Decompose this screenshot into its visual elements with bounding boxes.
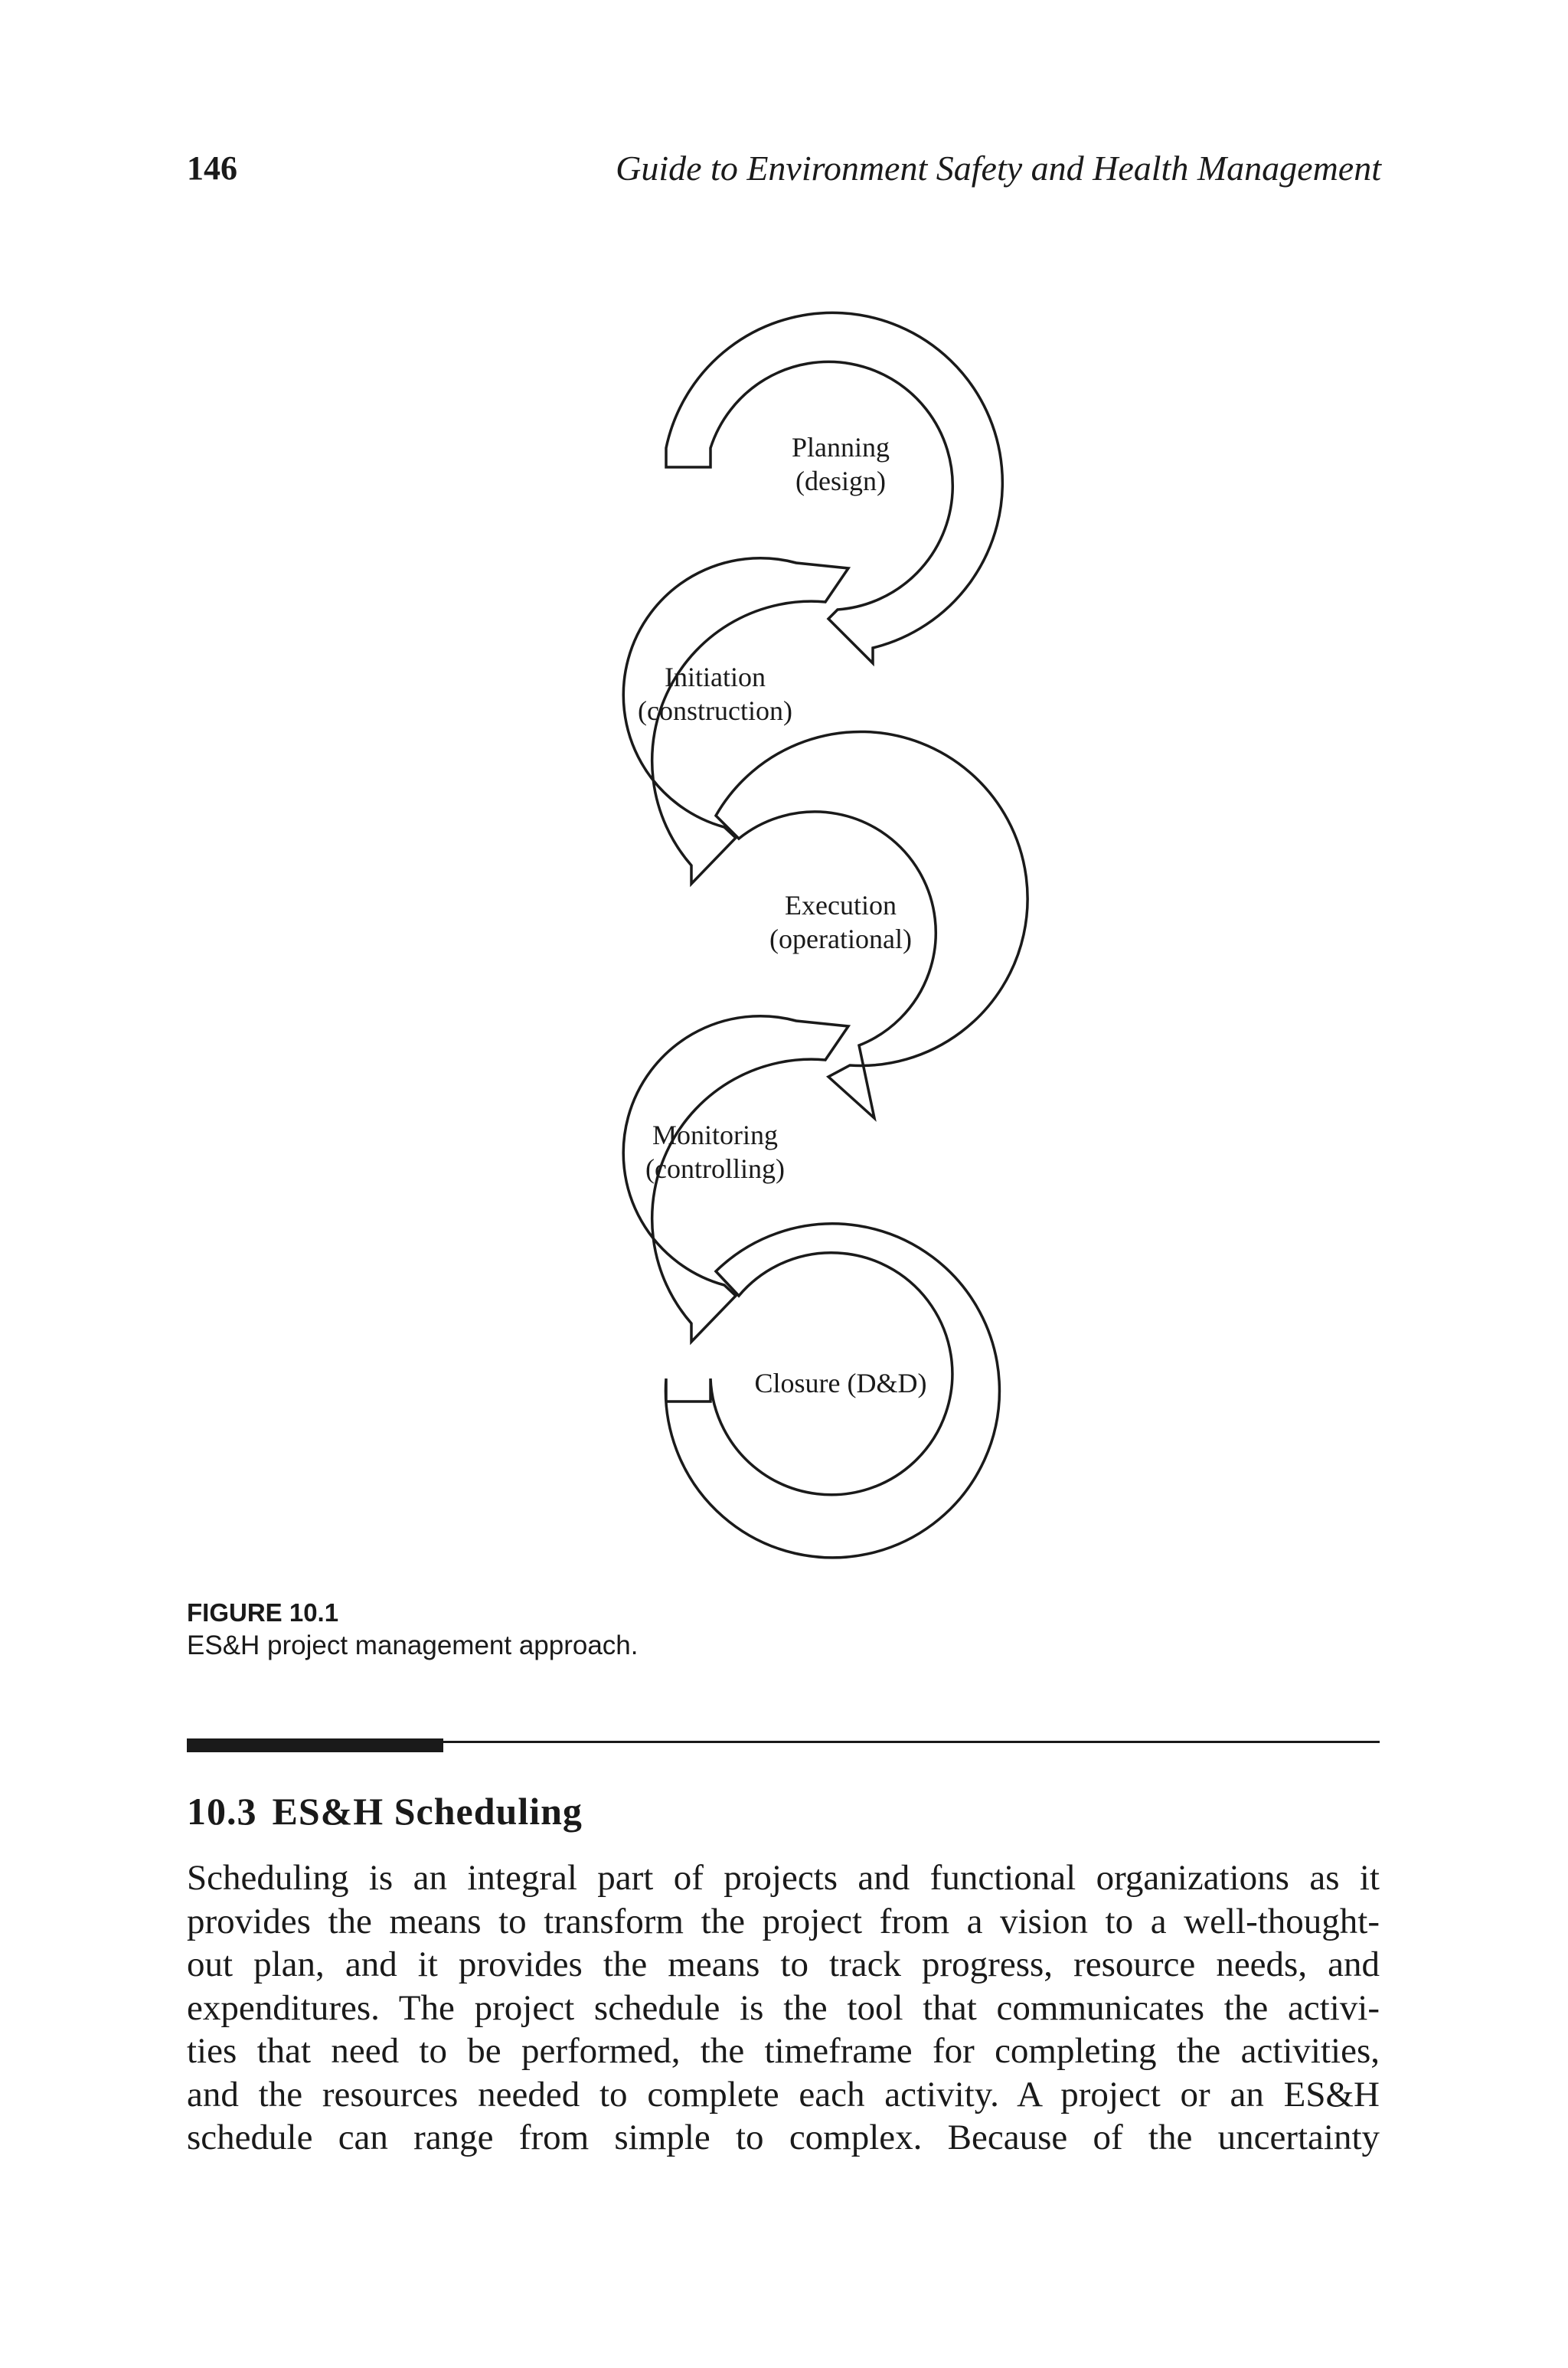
stage-planning-label: Planning <box>791 432 890 463</box>
page-number: 146 <box>187 149 237 187</box>
section-divider-accent <box>187 1738 443 1752</box>
stage-execution-sublabel: (operational) <box>769 924 912 954</box>
stage-execution-label: Execution <box>785 890 897 921</box>
body-line: provides the means to transform the project from a vision to a well-thought- <box>187 1901 1380 1941</box>
section-number: 10.3 <box>187 1790 257 1833</box>
running-title: Guide to Environment Safety and Health Management <box>616 149 1381 188</box>
figure-label: FIGURE 10.1 <box>187 1598 339 1627</box>
body-line: expenditures. The project schedule is the tool that communicates the activi- <box>187 1987 1380 2028</box>
body-line: Scheduling is an integral part of projects and functional organizations as it <box>187 1858 1380 1898</box>
stage-monitoring-sublabel: (controlling) <box>645 1153 785 1184</box>
body-line: ties that need to be performed, the timeframe for completing the activities, <box>187 2031 1380 2071</box>
stage-planning-sublabel: (design) <box>795 466 886 496</box>
stage-closure-label: Closure (D&D) <box>754 1368 927 1398</box>
body-line: and the resources needed to complete each activity. A project or an ES&H <box>187 2074 1380 2115</box>
body-line: out plan, and it provides the means to track progress, resource needs, and <box>187 1944 1380 1984</box>
body-paragraph <box>187 1856 1380 2160</box>
section-heading <box>187 1784 583 1838</box>
figure-caption: ES&H project management approach. <box>187 1630 639 1660</box>
stage-monitoring-label: Monitoring <box>652 1120 779 1150</box>
section-title: ES&H Scheduling <box>272 1790 583 1833</box>
stage-initiation-label: Initiation <box>665 662 766 692</box>
stage-initiation-sublabel: (construction) <box>638 695 792 726</box>
body-line: schedule can range from simple to complex. Because of the uncertainty <box>187 2118 1380 2157</box>
